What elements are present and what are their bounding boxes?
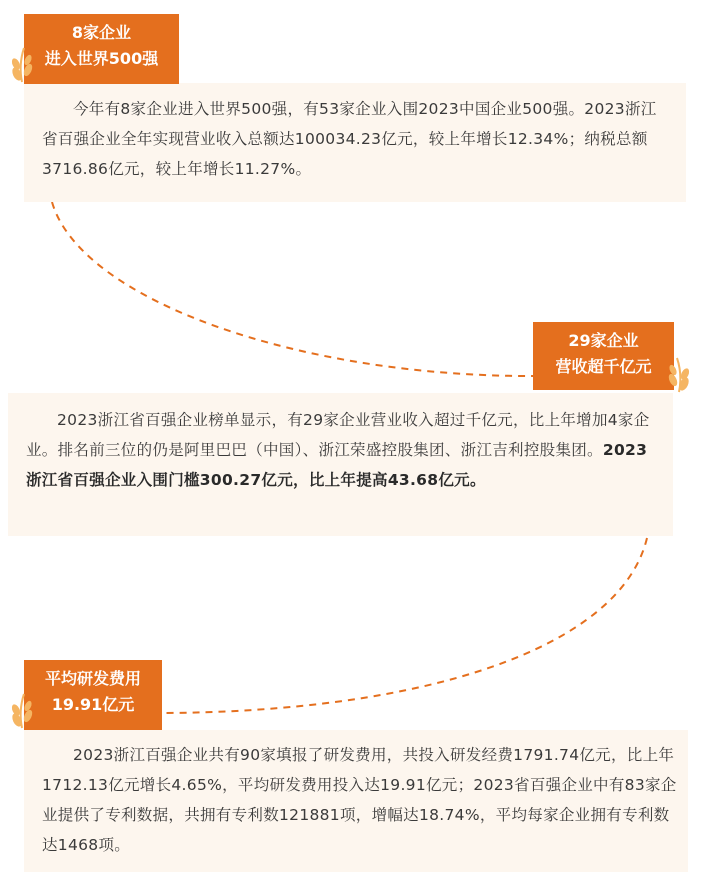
badge-line: 19.91亿元	[51, 695, 135, 714]
paragraph-text: 2023浙江省百强企业榜单显示，有29家企业营业收入超过千亿元，比上年增加4家企业。排名前三位的仍是阿里巴巴（中国）、浙江荣盛控股集团、浙江吉利控股集团。	[26, 411, 650, 459]
badge-line: 8家企业	[71, 23, 132, 42]
wheat-icon	[8, 44, 36, 84]
paragraph-bold-text: 2023浙江省百强企业入围门槛300.27亿元，比上年提高43.68亿元。	[26, 441, 648, 489]
badge-line: 平均研发费用	[44, 669, 141, 688]
section-badge-1	[24, 14, 179, 84]
section-badge-2	[533, 322, 674, 390]
dashed-connector	[52, 202, 540, 376]
info-card-2	[8, 393, 673, 536]
badge-line: 营收超千亿元	[555, 357, 652, 376]
dashed-connector	[162, 538, 647, 713]
card-paragraph	[26, 405, 661, 495]
info-card-3	[24, 730, 688, 872]
card-paragraph: 今年有8家企业进入世界500强，有53家企业入围2023中国企业500强。2023浙江省百强企业全年实现营业收入总额达100034.23亿元，较上年增长12.34%；纳税总额3716.86亿元，较上年增长11.27%。	[42, 100, 657, 178]
card-paragraph: 2023浙江百强企业共有90家填报了研发费用，共投入研发经费1791.74亿元，比上年1712.13亿元增长4.65%，平均研发费用投入达19.91亿元；2023省百强企业中有83家企业提供了专利数据，共拥有专利数121881项，增幅达18.74%，平均每家企业拥有专利数达1468项。	[42, 746, 677, 854]
wheat-icon	[8, 690, 36, 730]
info-card-1	[24, 83, 686, 202]
section-badge-3	[24, 660, 162, 730]
wheat-icon	[665, 354, 693, 394]
badge-line: 进入世界500强	[44, 49, 159, 68]
badge-line: 29家企业	[568, 331, 639, 350]
